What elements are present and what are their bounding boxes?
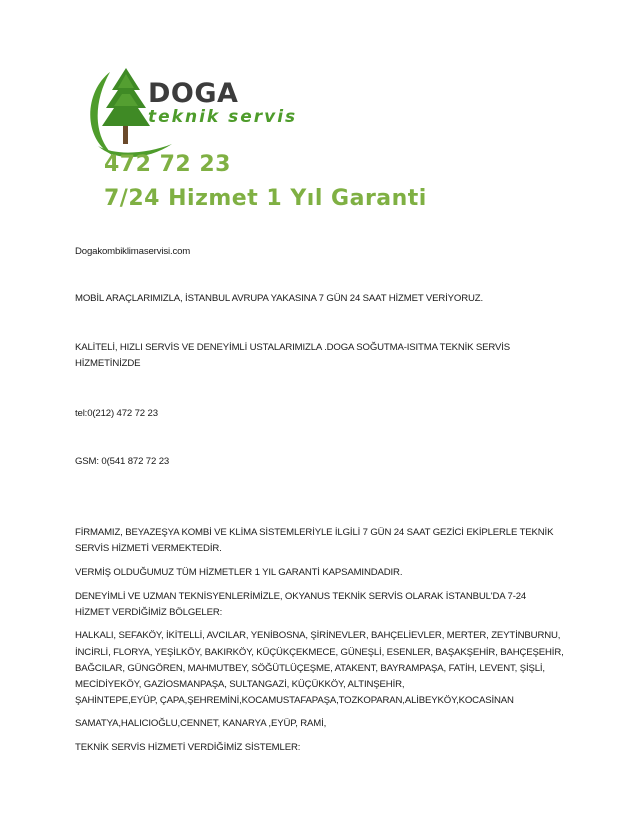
systems-heading: TEKNİK SERVİS HİZMETİ VERDİĞİMİZ SİSTEMLER:	[75, 742, 301, 753]
banner-phone: 472 72 23	[104, 152, 231, 177]
brand-subtitle: teknik servis	[148, 107, 298, 127]
mobile-service-text: MOBİL ARAÇLARIMIZLA, İSTANBUL AVRUPA YAKASINA 7 GÜN 24 SAAT HİZMET VERİYORUZ.	[75, 293, 484, 304]
quality-text-line-2: HİZMETİNİZDE	[75, 358, 141, 369]
banner-slogan: 7/24 Hizmet 1 Yıl Garanti	[104, 186, 427, 211]
regions-line-6: SAMATYA,HALICIOĞLU,CENNET, KANARYA ,EYÜP, RAMİ,	[75, 718, 327, 729]
regions-line-4: MECİDİYEKÖY, GAZİOSMANPAŞA, SULTANGAZİ, KÜÇÜKKÖY, ALTINŞEHİR,	[75, 679, 405, 690]
regions-intro-line-2: HİZMET VERDİĞİMİZ BÖLGELER:	[75, 607, 223, 618]
gsm-text: GSM: 0(541 872 72 23	[75, 456, 170, 467]
quality-text-line-1: KALİTELİ, HIZLI SERVİS VE DENEYİMLİ USTALARIMIZLA .DOGA SOĞUTMA-ISITMA TEKNİK SERVİS	[75, 342, 511, 353]
tel-text: tel:0(212) 472 72 23	[75, 408, 158, 419]
firm-text-line-1: FİRMAMIZ, BEYAZEŞYA KOMBİ VE KLİMA SİSTEMLERİYLE İLGİLİ 7 GÜN 24 SAAT GEZİCİ EKİPLERLE TEKNİK	[75, 527, 554, 538]
regions-line-3: BAĞCILAR, GÜNGÖREN, MAHMUTBEY, SÖĞÜTLÜÇEŞME, ATAKENT, BAYRAMPAŞA, FATİH, LEVENT, ŞİŞLİ,	[75, 663, 545, 674]
website-text: Dogakombiklimaservisi.com	[75, 246, 191, 257]
regions-line-1: HALKALI, SEFAKÖY, İKİTELLİ, AVCILAR, YENİBOSNA, ŞİRİNEVLER, BAHÇELİEVLER, MERTER, ZEYTİNBURNU,	[75, 630, 561, 641]
brand-name: DOGA	[148, 78, 239, 109]
firm-text-line-2: SERVİS HİZMETİ VERMEKTEDİR.	[75, 543, 222, 554]
regions-line-5: ŞAHİNTEPE,EYÜP, ÇAPA,ŞEHREMİNİ,KOCAMUSTAFAPAŞA,TOZKOPARAN,ALİBEYKÖY,KOCASİNAN	[75, 695, 514, 706]
regions-intro-line-1: DENEYİMLİ VE UZMAN TEKNİSYENLERİMİZLE, OKYANUS TEKNİK SERVİS OLARAK İSTANBUL'DA 7-24	[75, 591, 527, 602]
guarantee-text: VERMİŞ OLDUĞUMUZ TÜM HİZMETLER 1 YIL GARANTİ KAPSAMINDADIR.	[75, 567, 403, 578]
regions-line-2: İNCİRLİ, FLORYA, YEŞİLKÖY, BAKIRKÖY, KÜÇÜKÇEKMECE, GÜNEŞLİ, ESENLER, BAŞAKŞEHİR, BAHÇEŞEHİR,	[75, 647, 564, 658]
